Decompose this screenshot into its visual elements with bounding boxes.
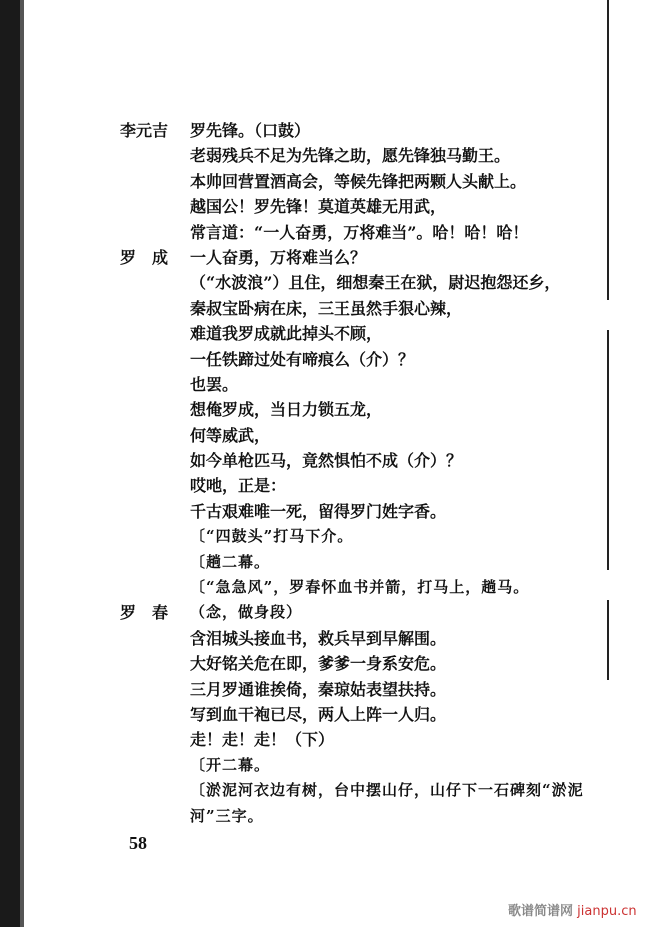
script-line (120, 499, 620, 524)
script-line (120, 550, 620, 575)
script-line (120, 270, 620, 295)
script-line (120, 778, 620, 803)
dialogue-text: 大好铭关危在即，爹爹一身系安危。 (190, 654, 447, 674)
speaker-name (120, 677, 190, 702)
script-line (120, 347, 620, 372)
dialogue-text: 越国公！罗先锋！莫道英雄无用武， (190, 197, 447, 217)
dialogue-text: （“水波浪”）且住，细想秦王在狱，尉迟抱怨还乡， (190, 273, 561, 293)
stage-direction: 〔趟二幕。 (190, 552, 271, 571)
dialogue-text: 常言道：“一人奋勇，万将难当”。哈！哈！哈！ (190, 222, 529, 242)
dialogue-text: 三月罗通谁挨倚，秦琼姑表望扶持。 (190, 679, 447, 699)
script-line (120, 702, 620, 727)
script-line (120, 524, 620, 549)
dialogue-text: 难道我罗成就此掉头不顾， (190, 324, 383, 344)
dialogue-text: 千古艰难唯一死，留得罗门姓字香。 (190, 501, 447, 521)
speaker-name: 李元吉 (120, 121, 169, 140)
script-line (120, 575, 620, 600)
speaker-name (120, 321, 190, 346)
script-line (120, 600, 620, 625)
speaker-name (120, 473, 190, 498)
scan-edge-shadow (20, 0, 24, 927)
speaker-name (120, 550, 190, 575)
page-number: 58 (129, 833, 147, 853)
speaker-name (120, 423, 190, 448)
script-line (120, 169, 620, 194)
watermark (508, 900, 637, 919)
speaker-name (120, 651, 190, 676)
watermark-url: jianpu.cn (577, 904, 637, 919)
speaker-name (120, 727, 190, 752)
dialogue-text: 何等威武， (190, 425, 271, 445)
script-text (120, 118, 620, 829)
script-line (120, 143, 620, 168)
speaker-name (120, 626, 190, 651)
speaker-name (120, 169, 190, 194)
speaker-name (120, 778, 190, 803)
speaker-name (120, 575, 190, 600)
script-line (120, 753, 620, 778)
speaker-name (120, 448, 190, 473)
script-line (120, 220, 620, 245)
script-line (120, 118, 620, 143)
speaker-name (120, 499, 190, 524)
script-line (120, 296, 620, 321)
script-line (120, 194, 620, 219)
dialogue-text: 走！走！走！（下） (190, 730, 335, 750)
speaker-name: 罗 春 (120, 603, 169, 623)
script-line (120, 626, 620, 651)
speaker-name (120, 270, 190, 295)
dialogue-text: 本帅回营置酒高会，等候先锋把两颗人头献上。 (190, 171, 527, 191)
speaker-name (120, 804, 190, 829)
dialogue-text: 一人奋勇，万将难当么？ (190, 247, 367, 267)
script-line (120, 677, 620, 702)
stage-direction: 〔“四鼓头”打马下介。 (190, 527, 354, 546)
dialogue-text: 哎吔，正是： (190, 476, 287, 496)
dialogue-text: 罗先锋。（口鼓） (190, 121, 311, 140)
speaker-name (120, 220, 190, 245)
script-line (120, 321, 620, 346)
speaker-name (120, 296, 190, 321)
stage-direction: 〔开二幕。 (190, 755, 271, 774)
script-line (120, 372, 620, 397)
stage-direction: 〔“急急风”，罗春怀血书并箭，打马上，趟马。 (190, 578, 530, 597)
dialogue-text: 想俺罗成，当日力锁五龙， (190, 400, 383, 420)
speaker-name (120, 372, 190, 397)
scan-edge (0, 0, 20, 927)
script-line (120, 804, 620, 829)
speaker-name (120, 702, 190, 727)
script-line (120, 397, 620, 422)
stage-direction: 〔淤泥河衣边有树，台中摆山仔，山仔下一石碑刻“淤泥 (190, 781, 584, 800)
speaker-name (120, 753, 190, 778)
speaker-name: 罗 成 (120, 247, 169, 267)
watermark-cn: 歌谱简谱网 (508, 904, 574, 919)
dialogue-text: 一任铁蹄过处有啼痕么（介）？ (190, 349, 415, 369)
dialogue-text: 如今单枪匹马，竟然惧怕不成（介）？ (190, 451, 463, 471)
dialogue-text: 秦叔宝卧病在床，三王虽然手狠心辣， (190, 298, 463, 318)
script-line (120, 651, 620, 676)
stage-direction: （念，做身段） (190, 603, 303, 622)
dialogue-text: 含泪城头接血书，救兵早到早解围。 (190, 628, 447, 648)
script-line (120, 727, 620, 752)
dialogue-text: 老弱残兵不足为先锋之助，愿先锋独马勤王。 (190, 146, 511, 166)
stage-direction: 河”三字。 (190, 806, 264, 825)
speaker-name (120, 194, 190, 219)
speaker-name (120, 347, 190, 372)
script-line (120, 448, 620, 473)
script-line (120, 423, 620, 448)
speaker-name (120, 143, 190, 168)
script-line (120, 473, 620, 498)
dialogue-text: 写到血干袍已尽，两人上阵一人归。 (190, 704, 447, 724)
dialogue-text: 也罢。 (190, 374, 239, 394)
speaker-name (120, 397, 190, 422)
script-line (120, 245, 620, 270)
speaker-name (120, 524, 190, 549)
